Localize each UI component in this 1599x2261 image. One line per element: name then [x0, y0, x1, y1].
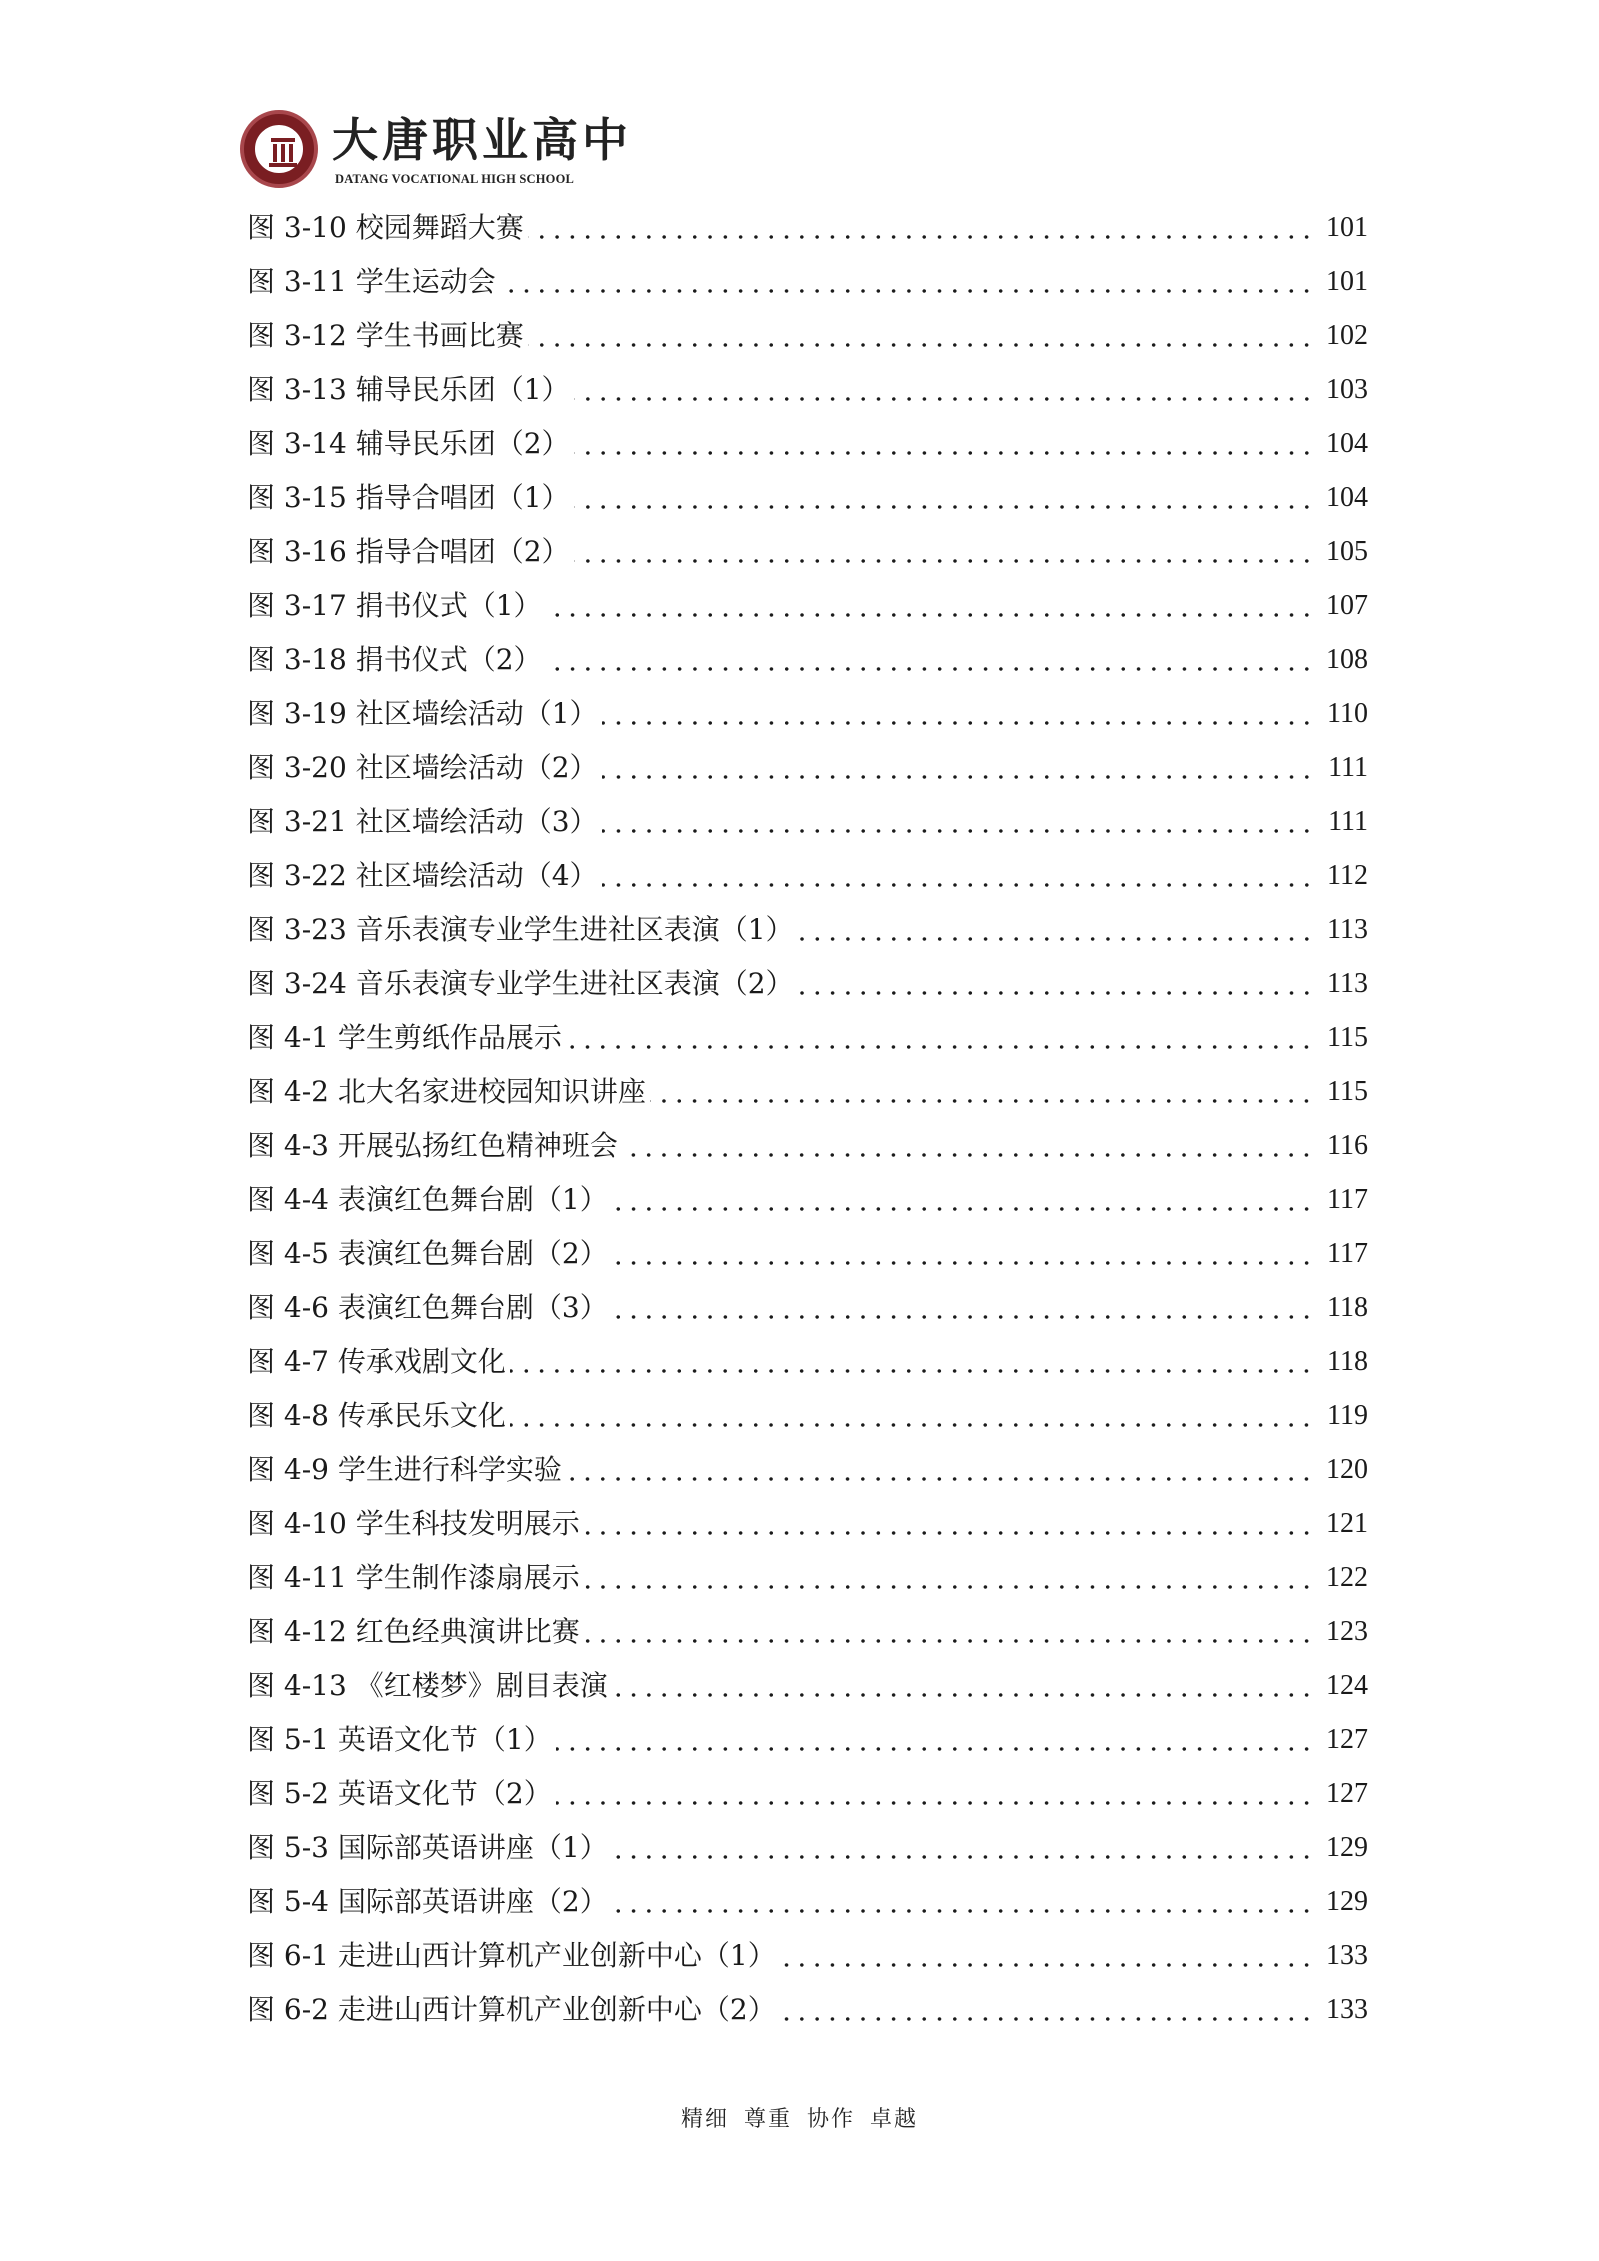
dot-leader	[556, 1713, 1314, 1767]
school-seal-icon	[240, 110, 318, 188]
dot-leader	[622, 1119, 1314, 1173]
toc-entry[interactable]	[247, 1443, 1368, 1497]
toc-entry-page: 133	[1326, 1940, 1368, 1971]
toc-entry[interactable]	[247, 1497, 1368, 1551]
toc-entry-page: 111	[1328, 752, 1368, 783]
toc-entry-label: 图 6-1 走进山西计算机产业创新中心（1）	[247, 1939, 776, 1972]
toc-entry-label: 图 3-18 捐书仪式（2）	[247, 643, 542, 676]
toc-entry[interactable]	[247, 1119, 1368, 1173]
toc-entry-label: 图 3-21 社区墙绘活动（3）	[247, 805, 598, 838]
page-header	[240, 110, 660, 190]
toc-entry-page: 105	[1326, 536, 1368, 567]
dot-leader	[602, 741, 1314, 795]
toc-entry-page: 117	[1327, 1238, 1368, 1269]
toc-entry[interactable]	[247, 1767, 1368, 1821]
toc-entry-label: 图 5-3 国际部英语讲座（1）	[247, 1831, 608, 1864]
toc-entry-page: 101	[1326, 212, 1368, 243]
toc-entry-page: 101	[1326, 266, 1368, 297]
toc-entry[interactable]	[247, 1551, 1368, 1605]
toc-entry-page: 122	[1326, 1562, 1368, 1593]
dot-leader	[574, 417, 1314, 471]
toc-entry-label: 图 3-23 音乐表演专业学生进社区表演（1）	[247, 913, 794, 946]
toc-entry-label: 图 3-20 社区墙绘活动（2）	[247, 751, 598, 784]
toc-entry[interactable]	[247, 687, 1368, 741]
toc-entry-page: 118	[1327, 1292, 1368, 1323]
toc-entry-page: 112	[1327, 860, 1368, 891]
toc-entry-label: 图 3-19 社区墙绘活动（1）	[247, 697, 598, 730]
toc-entry[interactable]	[247, 795, 1368, 849]
toc-entry[interactable]	[247, 201, 1368, 255]
toc-entry-page: 123	[1326, 1616, 1368, 1647]
dot-leader	[528, 309, 1314, 363]
toc-entry[interactable]	[247, 903, 1368, 957]
dot-leader	[602, 849, 1314, 903]
dot-leader	[780, 1983, 1314, 2037]
dot-leader	[566, 1011, 1314, 1065]
toc-entry[interactable]	[247, 1173, 1368, 1227]
toc-entry-label: 图 4-10 学生科技发明展示	[247, 1507, 580, 1540]
toc-entry-page: 121	[1326, 1508, 1368, 1539]
toc-entry[interactable]	[247, 471, 1368, 525]
dot-leader	[556, 1767, 1314, 1821]
toc-entry-page: 111	[1328, 806, 1368, 837]
dot-leader	[500, 255, 1314, 309]
toc-entry[interactable]	[247, 1227, 1368, 1281]
dot-leader	[612, 1821, 1314, 1875]
toc-entry-label: 图 3-12 学生书画比赛	[247, 319, 524, 352]
dot-leader	[602, 795, 1314, 849]
toc-entry-label: 图 3-14 辅导民乐团（2）	[247, 427, 570, 460]
toc-entry[interactable]	[247, 525, 1368, 579]
toc-entry-label: 图 3-13 辅导民乐团（1）	[247, 373, 570, 406]
dot-leader	[566, 1443, 1314, 1497]
toc-entry-page: 118	[1327, 1346, 1368, 1377]
toc-entry-page: 104	[1326, 428, 1368, 459]
toc-entry-page: 107	[1326, 590, 1368, 621]
toc-entry-label: 图 4-4 表演红色舞台剧（1）	[247, 1183, 608, 1216]
toc-entry[interactable]	[247, 957, 1368, 1011]
toc-entry[interactable]	[247, 1875, 1368, 1929]
dot-leader	[612, 1173, 1314, 1227]
toc-entry[interactable]	[247, 363, 1368, 417]
dot-leader	[584, 1497, 1314, 1551]
toc-entry-label: 图 4-1 学生剪纸作品展示	[247, 1021, 562, 1054]
toc-entry-label: 图 3-16 指导合唱团（2）	[247, 535, 570, 568]
toc-entry-page: 124	[1326, 1670, 1368, 1701]
toc-entry-page: 133	[1326, 1994, 1368, 2025]
toc-entry-label: 图 3-10 校园舞蹈大赛	[247, 211, 524, 244]
dot-leader	[574, 525, 1314, 579]
dot-leader	[602, 687, 1314, 741]
toc-entry[interactable]	[247, 309, 1368, 363]
toc-entry-label: 图 4-2 北大名家进校园知识讲座	[247, 1075, 646, 1108]
dot-leader	[584, 1605, 1314, 1659]
toc-entry[interactable]	[247, 1659, 1368, 1713]
dot-leader	[612, 1659, 1314, 1713]
dot-leader	[574, 471, 1314, 525]
toc-entry-label: 图 4-6 表演红色舞台剧（3）	[247, 1291, 608, 1324]
dot-leader	[798, 957, 1314, 1011]
toc-entry-label: 图 3-17 捐书仪式（1）	[247, 589, 542, 622]
toc-entry-label: 图 5-4 国际部英语讲座（2）	[247, 1885, 608, 1918]
toc-entry-page: 129	[1326, 1832, 1368, 1863]
toc-entry-page: 113	[1327, 914, 1368, 945]
school-name: 大唐职业高中	[332, 113, 632, 167]
dot-leader	[798, 903, 1314, 957]
toc-entry-label: 图 6-2 走进山西计算机产业创新中心（2）	[247, 1993, 776, 2026]
toc-entry-label: 图 5-2 英语文化节（2）	[247, 1777, 552, 1810]
footer-motto: 精细 尊重 协作 卓越	[681, 2107, 918, 2132]
toc-entry-label: 图 5-1 英语文化节（1）	[247, 1723, 552, 1756]
toc-entry-page: 117	[1327, 1184, 1368, 1215]
toc-entry-page: 115	[1327, 1076, 1368, 1107]
toc-entry[interactable]	[247, 633, 1368, 687]
toc-entry-page: 120	[1326, 1454, 1368, 1485]
toc-entry-label: 图 3-22 社区墙绘活动（4）	[247, 859, 598, 892]
toc-entry-page: 103	[1326, 374, 1368, 405]
school-name-en: DATANG VOCATIONAL HIGH SCHOOL	[335, 172, 575, 186]
toc-entry[interactable]	[247, 1929, 1368, 1983]
toc-entry[interactable]	[247, 1281, 1368, 1335]
toc-entry-page: 113	[1327, 968, 1368, 999]
toc-entry[interactable]	[247, 849, 1368, 903]
toc-entry-page: 129	[1326, 1886, 1368, 1917]
toc-entry[interactable]	[247, 417, 1368, 471]
dot-leader	[546, 633, 1314, 687]
toc-entry-label: 图 4-8 传承民乐文化	[247, 1399, 506, 1432]
figure-index-list	[247, 201, 1368, 2037]
toc-entry[interactable]	[247, 1605, 1368, 1659]
toc-entry-page: 127	[1326, 1724, 1368, 1755]
toc-entry-label: 图 4-9 学生进行科学实验	[247, 1453, 562, 1486]
dot-leader	[584, 1551, 1314, 1605]
toc-entry-label: 图 4-7 传承戏剧文化	[247, 1345, 506, 1378]
toc-entry[interactable]	[247, 1389, 1368, 1443]
toc-entry[interactable]	[247, 1335, 1368, 1389]
toc-entry-page: 104	[1326, 482, 1368, 513]
dot-leader	[510, 1389, 1314, 1443]
toc-entry-page: 127	[1326, 1778, 1368, 1809]
toc-entry-label: 图 4-12 红色经典演讲比赛	[247, 1615, 580, 1648]
toc-entry[interactable]	[247, 579, 1368, 633]
toc-entry-page: 119	[1327, 1400, 1368, 1431]
toc-entry[interactable]	[247, 255, 1368, 309]
toc-entry[interactable]	[247, 1713, 1368, 1767]
dot-leader	[546, 579, 1314, 633]
dot-leader	[612, 1875, 1314, 1929]
dot-leader	[650, 1065, 1314, 1119]
toc-entry-label: 图 4-5 表演红色舞台剧（2）	[247, 1237, 608, 1270]
toc-entry[interactable]	[247, 1065, 1368, 1119]
toc-entry-label: 图 4-3 开展弘扬红色精神班会	[247, 1129, 618, 1162]
toc-entry-label: 图 3-15 指导合唱团（1）	[247, 481, 570, 514]
toc-entry[interactable]	[247, 1821, 1368, 1875]
toc-entry-label: 图 4-13 《红楼梦》剧目表演	[247, 1669, 608, 1702]
toc-entry[interactable]	[247, 1011, 1368, 1065]
dot-leader	[780, 1929, 1314, 1983]
toc-entry-label: 图 3-11 学生运动会	[247, 265, 496, 298]
toc-entry[interactable]	[247, 1983, 1368, 2037]
toc-entry-page: 102	[1326, 320, 1368, 351]
toc-entry-label: 图 4-11 学生制作漆扇展示	[247, 1561, 580, 1594]
toc-entry-page: 110	[1327, 698, 1368, 729]
dot-leader	[574, 363, 1314, 417]
dot-leader	[612, 1227, 1314, 1281]
toc-entry-page: 115	[1327, 1022, 1368, 1053]
dot-leader	[528, 201, 1314, 255]
toc-entry-page: 116	[1327, 1130, 1368, 1161]
toc-entry-label: 图 3-24 音乐表演专业学生进社区表演（2）	[247, 967, 794, 1000]
toc-entry-page: 108	[1326, 644, 1368, 675]
toc-entry[interactable]	[247, 741, 1368, 795]
dot-leader	[510, 1335, 1314, 1389]
dot-leader	[612, 1281, 1314, 1335]
